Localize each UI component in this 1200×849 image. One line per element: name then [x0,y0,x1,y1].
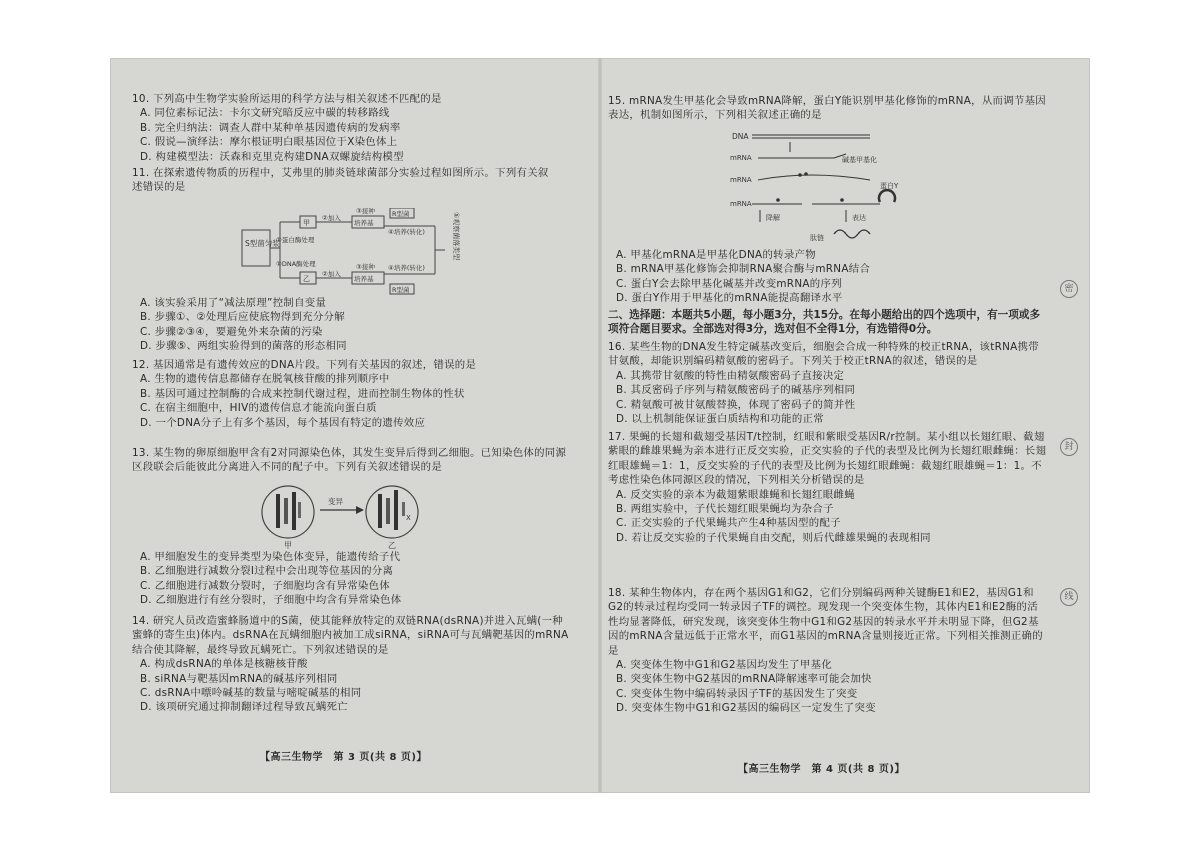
option-b: B. siRNA与靶基因mRNA的碱基序列相同 [140,672,338,685]
option-c: C. 在宿主细胞中，HIV的遗传信息才能流向蛋白质 [140,402,377,415]
seal-mark-mi: 密 [1060,280,1078,298]
mrna-label-3: mRNA [730,200,752,208]
option-b: B. 两组实验中，子代长翅红眼果蝇均为杂合子 [616,503,834,516]
option-b: B. 步骤①、②处理后应使底物得到充分分解 [140,311,345,324]
option-d: D. 步骤⑤、两组实验得到的菌落的形态相同 [140,340,347,353]
chromosome [394,490,398,530]
chromosome [292,492,296,530]
culture-label-top: ④培养(转化) [388,228,425,236]
option-c: C. 步骤②③④，要避免外来杂菌的污染 [140,325,323,338]
chromosome [298,502,301,518]
option-d: D. 蛋白Y作用于甲基化的mRNA能提高翻译水平 [616,292,843,305]
right-page [600,58,1090,793]
chromosome [386,498,390,524]
option-c: C. 精氨酸可被甘氨酸替换，体现了密码子的简并性 [616,398,856,411]
cell-jia-label: 甲 [284,541,292,550]
option-d: D. 以上机制能保证蛋白质结构和功能的正常 [616,413,824,426]
cell-yi-label: 乙 [388,541,396,550]
question-10 [132,92,572,164]
question-stem: 12. 基因通常是有遗传效应的DNA片段。下列有关基因的叙述，错误的是 [132,359,477,371]
question-15-options [608,248,1048,306]
option-a: A. 其携带甘氨酸的特性由精氨酸密码子直接决定 [616,369,845,382]
chromosome [276,494,280,528]
question-11-options [132,296,572,354]
chromosome-x-label: X [406,514,411,522]
medium-label-top: 培养基 [354,219,374,227]
question-13 [132,446,572,475]
option-c: C. 乙细胞进行减数分裂时，子细胞均含有异常染色体 [140,579,390,592]
option-b: B. 其反密码子序列与精氨酸密码子的碱基序列相同 [616,384,856,397]
option-a: A. 生物的遗传信息都储存在脱氧核苷酸的排列顺序中 [140,373,390,386]
add-label-bottom: ②加入 [322,270,341,278]
question-11 [132,166,572,195]
question-15 [608,94,1048,123]
left-page [110,58,600,793]
dnase-label: ①DNA酶处理 [276,260,316,268]
option-d: D. 若让反交实验的子代果蝇自由交配，则后代雌雄果蝇的表现相同 [616,531,931,544]
option-c: C. 突变体生物中编码转录因子TF的基因发生了突变 [616,687,858,700]
option-b: B. 乙细胞进行减数分裂Ⅰ过程中会出现等位基因的分离 [140,565,394,578]
question-12 [132,358,572,430]
question-stem: 15. mRNA发生甲基化会导致mRNA降解，蛋白Y能识别甲基化修饰的mRNA，从而调节基因表达，机制如图所示，下列相关叙述正确的是 [608,95,1046,122]
section-2-header: 二、选择题：本题共5小题，每小题3分，共15分。在每小题给出的四个选项中，有一项或多项符合题目要求。全部选对得3分，选对但不全得1分，有选错得0分。 [608,309,1041,336]
option-d: D. 突变体生物中G1和G2基因的编码区一定发生了突变 [616,702,876,715]
variation-arrow-label: 变异 [328,497,343,506]
q15-mechanism-diagram [730,130,930,246]
question-stem: 18. 某种生物体内，存在两个基因G1和G2，它们分别编码两种关键酶E1和E2，基因G1和G2的转录过程均受同一转录因子TF的调控。现发现一个突变体生物，其体内E1和E2酶的活性均显著降低，研究发现，该突变体生物中G1和G2基因的转录水平并未明显下降，但G2基因的mRNA含量远低于正常水平，而G1基因的mRNA含量则接近正常。下列相关推测正确的是 [608,587,1043,657]
protein-y-label: 蛋白Y [880,182,899,190]
observe-colony-label: ⑤观察菌落类型 [452,212,460,261]
cell-yi [366,486,418,538]
q11-experiment-diagram [240,208,490,296]
option-b: B. 基因可通过控制酶的合成来控制代谢过程，进而控制生物体的性状 [140,387,465,400]
q13-cell-diagram [260,480,430,550]
mrna-label-1: mRNA [730,154,752,162]
dna-label: DNA [732,132,749,141]
option-c: C. 假说—演绎法：摩尔根证明白眼基因位于X染色体上 [140,136,398,149]
option-c: C. dsRNA中嘌呤碱基的数量与嘧啶碱基的相同 [140,687,362,700]
question-18 [608,586,1048,716]
question-13-options [132,550,572,608]
exam-sheet [110,58,1090,793]
question-16 [608,340,1048,426]
page-footer-left: 【高三生物学 第 3 页(共 8 页)】 [260,752,427,763]
question-17 [608,430,1048,545]
s-type-homogenate-label: S型菌匀浆 [245,239,280,248]
option-a: A. 构成dsRNA的单体是核糖核苷酸 [140,658,308,671]
culture-label-bottom: ④培养(转化) [388,264,425,272]
r-strain-label-top: R型菌 [392,210,410,218]
tube-yi-label: 乙 [303,275,310,283]
protein-y-shape [879,190,895,202]
question-stem: 16. 某些生物的DNA发生特定碱基改变后，细胞会合成一种特殊的校正tRNA，该tRNA携带甘氨酸，却能识别编码精氨酸的密码子。下列关于校正tRNA的叙述，错误的是 [608,341,1039,368]
medium-label-bottom: 培养基 [354,275,374,283]
option-a: A. 该实验采用了“减法原理”控制自变量 [140,297,327,309]
question-stem: 14. 研究人员改造蜜蜂肠道中的S菌，使其能释放特定的双链RNA(dsRNA)并进入瓦螨(一种蜜蜂的寄生虫)体内。dsRNA在瓦螨细胞内被加工成siRNA，siRNA可与瓦螨靶基因的mRNA结合使其降解，最终导致瓦螨死亡。下列叙述错误的是 [132,615,569,656]
mrna-label-2: mRNA [730,176,752,184]
question-stem: 11. 在探索遗传物质的历程中，艾弗里的肺炎链球菌部分实验过程如图所示。下列有关叙述错误的是 [132,167,549,194]
express-label: 表达 [852,214,866,222]
option-a: A. 反交实验的亲本为截翅紫眼雄蝇和长翅红眼雌蝇 [616,488,855,501]
option-a: A. 甲细胞发生的变异类型为染色体变异，能遗传给子代 [140,551,401,563]
seal-mark-xian: 线 [1060,588,1078,606]
inoculate-label-bottom: ③接种 [356,263,375,271]
option-b: B. 完全归纳法：调查人群中某种单基因遗传病的发病率 [140,121,401,134]
option-a: A. 甲基化mRNA是甲基化DNA的转录产物 [616,249,816,261]
page-footer-right: 【高三生物学 第 4 页(共 8 页)】 [738,764,905,775]
s-type-homogenate-box [242,230,270,266]
option-d: D. 该项研究通过抑制翻译过程导致瓦螨死亡 [140,701,348,714]
protease-label: ①蛋白酶处理 [276,236,315,244]
seal-mark-feng: 封 [1060,438,1078,456]
option-b: B. mRNA甲基化修饰会抑制RNA聚合酶与mRNA结合 [616,263,871,276]
r-strain-label-bottom: R型菌 [392,286,410,294]
methylation-label: 碱基甲基化 [842,156,877,164]
option-c: C. 蛋白Y会去除甲基化碱基并改变mRNA的序列 [616,277,842,290]
question-stem: 13. 某生物的卵原细胞甲含有2对同源染色体，其发生变异后得到乙细胞。已知染色体的同源区段联会后能彼此分离进入不同的配子中。下列有关叙述错误的是 [132,447,567,474]
question-stem: 17. 果蝇的长翅和截翅受基因T/t控制，红眼和紫眼受基因R/r控制。某小组以长翅红眼、截翅紫眼的雌雄果蝇为亲本进行正反交实验，正交实验的子代的表型及比例为长翅红眼雌蝇：长翅红眼雄蝇＝1：1，反交实验的子代的表型及比例为长翅红眼雌蝇：截翅红眼雄蝇＝1：1。不考虑性染色体同源区段的情况，下列相关分析错误的是 [608,431,1047,487]
inoculate-label-top: ③接种 [356,208,375,215]
degrade-label: 降解 [766,214,780,222]
add-label-top: ②加入 [322,214,341,222]
chromosome [402,502,405,516]
peptide-label: 肽链 [810,234,824,242]
chromosome [284,498,288,524]
option-d: D. 乙细胞进行有丝分裂时，子细胞中均含有异常染色体 [140,594,402,607]
option-d: D. 一个DNA分子上有多个基因，每个基因有特定的遗传效应 [140,416,426,429]
peptide-chain [834,230,870,238]
option-c: C. 正交实验的子代果蝇共产生4种基因型的配子 [616,517,841,530]
option-a: A. 突变体生物中G1和G2基因均发生了甲基化 [616,659,833,672]
chromosome [378,494,382,528]
tube-jia-label: 甲 [303,219,310,227]
option-b: B. 突变体生物中G2基因的mRNA降解速率可能会加快 [616,673,872,686]
question-stem: 10. 下列高中生物学实验所运用的科学方法与相关叙述不匹配的是 [132,93,442,105]
question-14 [132,614,572,715]
option-a: A. 同位素标记法：卡尔文研究暗反应中碳的转移路线 [140,107,390,120]
option-d: D. 构建模型法：沃森和克里克构建DNA双螺旋结构模型 [140,150,404,163]
